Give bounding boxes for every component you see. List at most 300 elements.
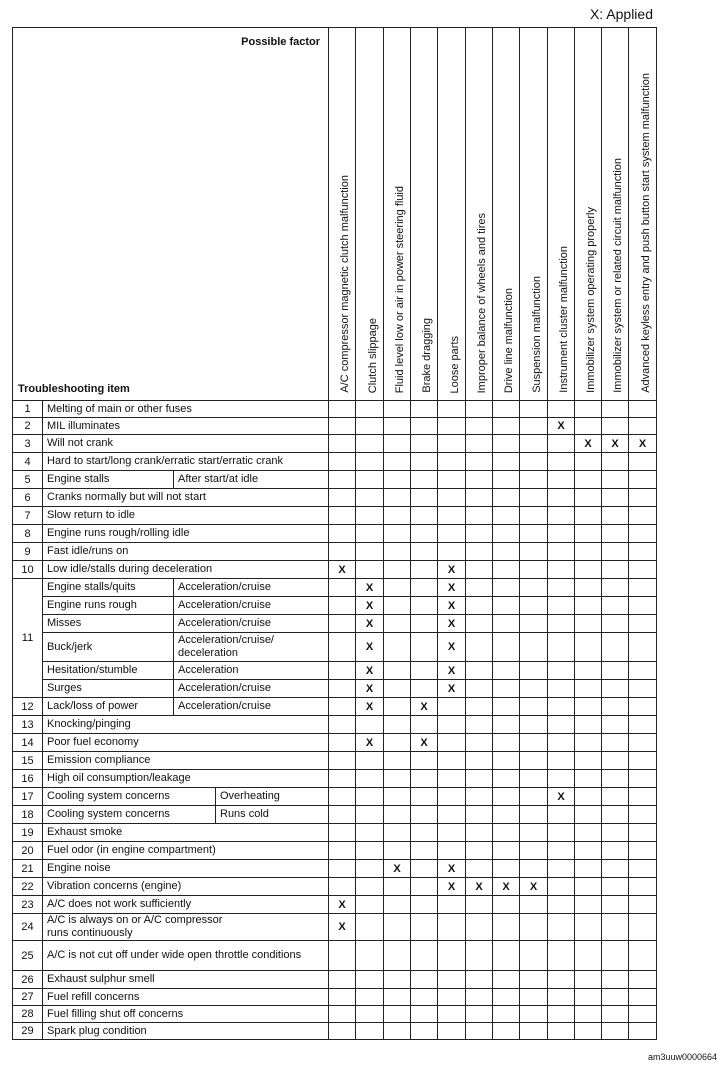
possible-factor-label: Possible factor	[241, 36, 320, 48]
applied-mark	[629, 770, 657, 788]
applied-mark	[493, 471, 520, 489]
item-description: Cranks normally but will not start	[43, 489, 329, 507]
applied-mark	[548, 1006, 575, 1023]
applied-mark: X	[356, 597, 384, 615]
applied-mark	[548, 401, 575, 418]
applied-mark	[575, 989, 602, 1006]
factor-label: Immobilizer system or related circuit malfunction	[612, 158, 624, 393]
applied-mark	[575, 418, 602, 435]
applied-mark	[520, 1023, 548, 1040]
applied-mark	[548, 471, 575, 489]
factor-header	[466, 28, 493, 401]
applied-mark	[329, 716, 356, 734]
applied-mark	[411, 597, 438, 615]
applied-mark	[493, 579, 520, 597]
applied-mark	[493, 615, 520, 633]
applied-mark	[384, 579, 411, 597]
applied-mark	[466, 597, 493, 615]
applied-mark	[520, 453, 548, 471]
applied-mark	[575, 680, 602, 698]
table-row	[13, 401, 657, 418]
applied-mark	[575, 453, 602, 471]
factor-header	[548, 28, 575, 401]
applied-mark	[329, 507, 356, 525]
table-row	[13, 896, 657, 914]
applied-mark	[602, 878, 629, 896]
item-number: 3	[13, 435, 43, 453]
applied-mark	[629, 878, 657, 896]
applied-mark	[384, 878, 411, 896]
table-row	[13, 525, 657, 543]
item-number: 2	[13, 418, 43, 435]
applied-mark	[438, 734, 466, 752]
item-description: A/C does not work sufficiently	[43, 896, 329, 914]
factor-label: Drive line malfunction	[503, 287, 515, 393]
applied-mark	[411, 615, 438, 633]
applied-mark	[384, 418, 411, 435]
applied-mark: X	[438, 615, 466, 633]
applied-mark	[575, 579, 602, 597]
applied-mark	[438, 770, 466, 788]
applied-mark	[520, 561, 548, 579]
applied-mark	[629, 914, 657, 941]
applied-mark	[548, 824, 575, 842]
applied-mark	[438, 453, 466, 471]
applied-mark	[629, 896, 657, 914]
item-description: Hard to start/long crank/erratic start/erratic crank	[43, 453, 329, 471]
applied-mark	[548, 543, 575, 561]
table-row	[13, 878, 657, 896]
item-condition: Acceleration/cruise	[174, 698, 329, 716]
item-number: 7	[13, 507, 43, 525]
item-description: Hesitation/stumble	[43, 662, 174, 680]
applied-mark	[493, 453, 520, 471]
applied-mark	[520, 418, 548, 435]
applied-mark	[466, 824, 493, 842]
applied-mark	[520, 734, 548, 752]
table-row	[13, 806, 657, 824]
applied-mark	[384, 1006, 411, 1023]
applied-mark	[384, 507, 411, 525]
item-description: A/C is not cut off under wide open throttle conditions	[43, 941, 329, 971]
applied-mark	[629, 662, 657, 680]
applied-mark	[438, 401, 466, 418]
applied-mark	[356, 860, 384, 878]
applied-mark	[329, 971, 356, 989]
applied-mark	[629, 633, 657, 662]
applied-mark	[438, 788, 466, 806]
table-row	[13, 1023, 657, 1040]
applied-mark	[575, 788, 602, 806]
applied-mark	[438, 471, 466, 489]
applied-mark	[629, 579, 657, 597]
applied-mark	[466, 770, 493, 788]
applied-mark	[384, 525, 411, 543]
applied-mark	[575, 543, 602, 561]
table-row	[13, 842, 657, 860]
table-row	[13, 471, 657, 489]
applied-mark	[493, 989, 520, 1006]
applied-mark	[548, 597, 575, 615]
applied-mark: X	[438, 561, 466, 579]
applied-mark	[602, 971, 629, 989]
applied-mark	[329, 543, 356, 561]
item-number: 29	[13, 1023, 43, 1040]
factor-label: Instrument cluster malfunction	[558, 246, 570, 393]
applied-mark	[411, 971, 438, 989]
applied-mark: X	[548, 788, 575, 806]
applied-mark	[520, 471, 548, 489]
applied-mark	[548, 971, 575, 989]
applied-mark	[629, 680, 657, 698]
applied-mark	[438, 716, 466, 734]
applied-mark	[466, 896, 493, 914]
applied-mark	[411, 989, 438, 1006]
applied-mark	[548, 716, 575, 734]
applied-mark	[602, 1006, 629, 1023]
table-row	[13, 941, 657, 971]
item-number: 21	[13, 860, 43, 878]
applied-mark	[629, 471, 657, 489]
applied-mark	[329, 941, 356, 971]
applied-mark	[411, 716, 438, 734]
applied-mark	[629, 860, 657, 878]
applied-mark	[411, 878, 438, 896]
applied-mark	[520, 941, 548, 971]
applied-mark: X	[384, 860, 411, 878]
applied-mark	[602, 543, 629, 561]
applied-mark	[384, 971, 411, 989]
applied-mark: X	[438, 579, 466, 597]
applied-mark	[329, 698, 356, 716]
applied-mark: X	[411, 698, 438, 716]
applied-mark	[548, 1023, 575, 1040]
applied-mark	[466, 662, 493, 680]
applied-mark	[411, 507, 438, 525]
applied-mark	[629, 489, 657, 507]
applied-mark: X	[438, 633, 466, 662]
applied-mark	[384, 543, 411, 561]
item-condition: Runs cold	[216, 806, 329, 824]
applied-mark	[548, 989, 575, 1006]
applied-mark	[629, 941, 657, 971]
table-row	[13, 633, 657, 662]
applied-mark: X	[329, 561, 356, 579]
applied-mark	[493, 752, 520, 770]
applied-mark: X	[438, 878, 466, 896]
applied-mark	[602, 471, 629, 489]
applied-mark	[602, 989, 629, 1006]
applied-mark	[493, 734, 520, 752]
item-number: 13	[13, 716, 43, 734]
applied-mark	[493, 971, 520, 989]
applied-mark	[466, 401, 493, 418]
applied-mark	[575, 561, 602, 579]
applied-mark	[329, 1023, 356, 1040]
item-description: Melting of main or other fuses	[43, 401, 329, 418]
applied-mark	[602, 680, 629, 698]
applied-mark	[548, 525, 575, 543]
applied-mark: X	[329, 914, 356, 941]
applied-mark	[520, 615, 548, 633]
applied-mark	[384, 788, 411, 806]
applied-mark	[575, 806, 602, 824]
applied-mark: X	[411, 734, 438, 752]
applied-mark	[438, 752, 466, 770]
applied-mark: X	[493, 878, 520, 896]
applied-mark	[602, 824, 629, 842]
applied-mark	[329, 662, 356, 680]
applied-mark	[548, 662, 575, 680]
applied-mark	[575, 824, 602, 842]
table-row	[13, 860, 657, 878]
applied-mark	[329, 489, 356, 507]
applied-mark	[356, 435, 384, 453]
applied-mark	[384, 716, 411, 734]
applied-mark	[629, 401, 657, 418]
applied-mark	[493, 860, 520, 878]
applied-mark	[356, 716, 384, 734]
applied-mark	[466, 543, 493, 561]
item-number: 15	[13, 752, 43, 770]
item-condition: After start/at idle	[174, 471, 329, 489]
applied-mark: X	[438, 597, 466, 615]
applied-mark	[384, 615, 411, 633]
applied-mark	[411, 418, 438, 435]
applied-mark	[438, 914, 466, 941]
applied-mark	[602, 401, 629, 418]
applied-mark	[575, 941, 602, 971]
item-number: 12	[13, 698, 43, 716]
applied-mark	[329, 989, 356, 1006]
item-number: 4	[13, 453, 43, 471]
applied-mark	[520, 842, 548, 860]
applied-mark	[356, 471, 384, 489]
item-description: Buck/jerk	[43, 633, 174, 662]
item-number: 6	[13, 489, 43, 507]
applied-mark	[548, 561, 575, 579]
applied-mark	[466, 941, 493, 971]
applied-mark	[520, 770, 548, 788]
applied-mark	[438, 418, 466, 435]
item-number: 20	[13, 842, 43, 860]
applied-mark	[493, 716, 520, 734]
applied-mark	[356, 1006, 384, 1023]
applied-mark	[356, 824, 384, 842]
item-number: 10	[13, 561, 43, 579]
applied-mark	[466, 842, 493, 860]
applied-mark	[384, 698, 411, 716]
item-condition: Acceleration/cruise	[174, 579, 329, 597]
factor-label: Clutch slippage	[366, 317, 379, 393]
applied-mark	[602, 418, 629, 435]
applied-mark	[520, 435, 548, 453]
applied-mark: X	[520, 878, 548, 896]
applied-mark	[466, 471, 493, 489]
applied-mark	[493, 561, 520, 579]
applied-mark	[520, 680, 548, 698]
applied-mark	[329, 806, 356, 824]
table-row	[13, 662, 657, 680]
item-description: Engine runs rough/rolling idle	[43, 525, 329, 543]
factor-header	[493, 28, 520, 401]
applied-mark	[384, 896, 411, 914]
item-condition: Acceleration/cruise	[174, 615, 329, 633]
applied-mark	[384, 842, 411, 860]
applied-mark	[384, 770, 411, 788]
applied-mark	[356, 914, 384, 941]
applied-mark	[493, 1023, 520, 1040]
applied-mark	[493, 842, 520, 860]
applied-mark	[602, 507, 629, 525]
applied-mark	[411, 752, 438, 770]
item-number: 28	[13, 1006, 43, 1023]
applied-mark	[329, 878, 356, 896]
applied-mark	[356, 543, 384, 561]
factor-header	[629, 28, 657, 401]
troubleshooting-matrix	[12, 27, 657, 1040]
table-row	[13, 989, 657, 1006]
applied-mark	[493, 806, 520, 824]
item-description: Cooling system concerns	[43, 806, 216, 824]
applied-mark	[493, 507, 520, 525]
item-number: 9	[13, 543, 43, 561]
applied-mark	[384, 489, 411, 507]
applied-mark	[575, 1006, 602, 1023]
applied-mark	[438, 989, 466, 1006]
applied-mark	[602, 896, 629, 914]
applied-mark	[384, 752, 411, 770]
applied-mark	[466, 860, 493, 878]
item-number: 1	[13, 401, 43, 418]
applied-mark	[438, 896, 466, 914]
table-row	[13, 489, 657, 507]
applied-mark: X	[438, 860, 466, 878]
applied-mark	[411, 941, 438, 971]
table-row	[13, 418, 657, 435]
applied-mark	[411, 489, 438, 507]
applied-mark	[629, 842, 657, 860]
applied-mark	[466, 489, 493, 507]
applied-mark	[493, 698, 520, 716]
table-row	[13, 824, 657, 842]
applied-mark	[629, 453, 657, 471]
applied-mark	[466, 633, 493, 662]
applied-mark	[520, 1006, 548, 1023]
item-number: 5	[13, 471, 43, 489]
applied-mark: X	[548, 418, 575, 435]
applied-mark	[384, 989, 411, 1006]
applied-mark	[602, 788, 629, 806]
factor-header	[575, 28, 602, 401]
applied-mark	[575, 662, 602, 680]
applied-mark	[629, 989, 657, 1006]
applied-mark	[384, 453, 411, 471]
item-number: 14	[13, 734, 43, 752]
applied-mark	[548, 878, 575, 896]
applied-mark	[329, 860, 356, 878]
item-description: Fuel refill concerns	[43, 989, 329, 1006]
applied-mark	[466, 806, 493, 824]
applied-mark	[438, 1023, 466, 1040]
applied-mark	[438, 435, 466, 453]
applied-mark	[629, 615, 657, 633]
applied-mark	[493, 525, 520, 543]
item-description: Exhaust smoke	[43, 824, 329, 842]
applied-mark	[329, 418, 356, 435]
applied-mark	[602, 941, 629, 971]
applied-mark	[575, 770, 602, 788]
applied-mark	[356, 401, 384, 418]
applied-mark	[575, 971, 602, 989]
item-description: Low idle/stalls during deceleration	[43, 561, 329, 579]
applied-mark	[575, 525, 602, 543]
applied-mark	[411, 435, 438, 453]
applied-mark	[493, 896, 520, 914]
applied-mark	[575, 401, 602, 418]
applied-mark: X	[329, 896, 356, 914]
applied-mark	[411, 842, 438, 860]
applied-mark: X	[438, 662, 466, 680]
applied-mark	[493, 914, 520, 941]
applied-mark	[466, 788, 493, 806]
applied-mark	[520, 788, 548, 806]
applied-mark	[329, 752, 356, 770]
applied-mark	[602, 633, 629, 662]
applied-mark	[384, 941, 411, 971]
factor-header	[602, 28, 629, 401]
factor-label: Immobilizer system operating properly	[585, 207, 597, 393]
applied-mark	[466, 971, 493, 989]
table-row	[13, 453, 657, 471]
applied-mark: X	[629, 435, 657, 453]
applied-mark	[466, 615, 493, 633]
applied-mark	[411, 1023, 438, 1040]
table-row	[13, 752, 657, 770]
applied-mark	[466, 734, 493, 752]
applied-mark	[329, 597, 356, 615]
applied-mark	[438, 1006, 466, 1023]
applied-mark	[548, 698, 575, 716]
applied-mark	[520, 824, 548, 842]
applied-mark	[493, 1006, 520, 1023]
applied-mark	[629, 716, 657, 734]
applied-mark	[438, 698, 466, 716]
factor-label: Advanced keyless entry and push button start system malfunction	[639, 73, 652, 393]
applied-mark	[493, 941, 520, 971]
image-code: am3uuw0000664	[647, 1052, 717, 1062]
applied-mark	[493, 770, 520, 788]
applied-mark	[575, 860, 602, 878]
item-number: 22	[13, 878, 43, 896]
applied-mark	[384, 734, 411, 752]
applied-mark	[466, 752, 493, 770]
applied-mark	[548, 896, 575, 914]
applied-mark	[575, 878, 602, 896]
applied-mark	[575, 1023, 602, 1040]
applied-mark	[411, 525, 438, 543]
applied-mark	[520, 489, 548, 507]
applied-mark	[520, 806, 548, 824]
applied-mark	[602, 615, 629, 633]
applied-mark	[548, 770, 575, 788]
applied-mark	[520, 597, 548, 615]
table-row	[13, 971, 657, 989]
table-row	[13, 543, 657, 561]
applied-mark	[602, 770, 629, 788]
item-description: Vibration concerns (engine)	[43, 878, 329, 896]
applied-mark	[411, 914, 438, 941]
